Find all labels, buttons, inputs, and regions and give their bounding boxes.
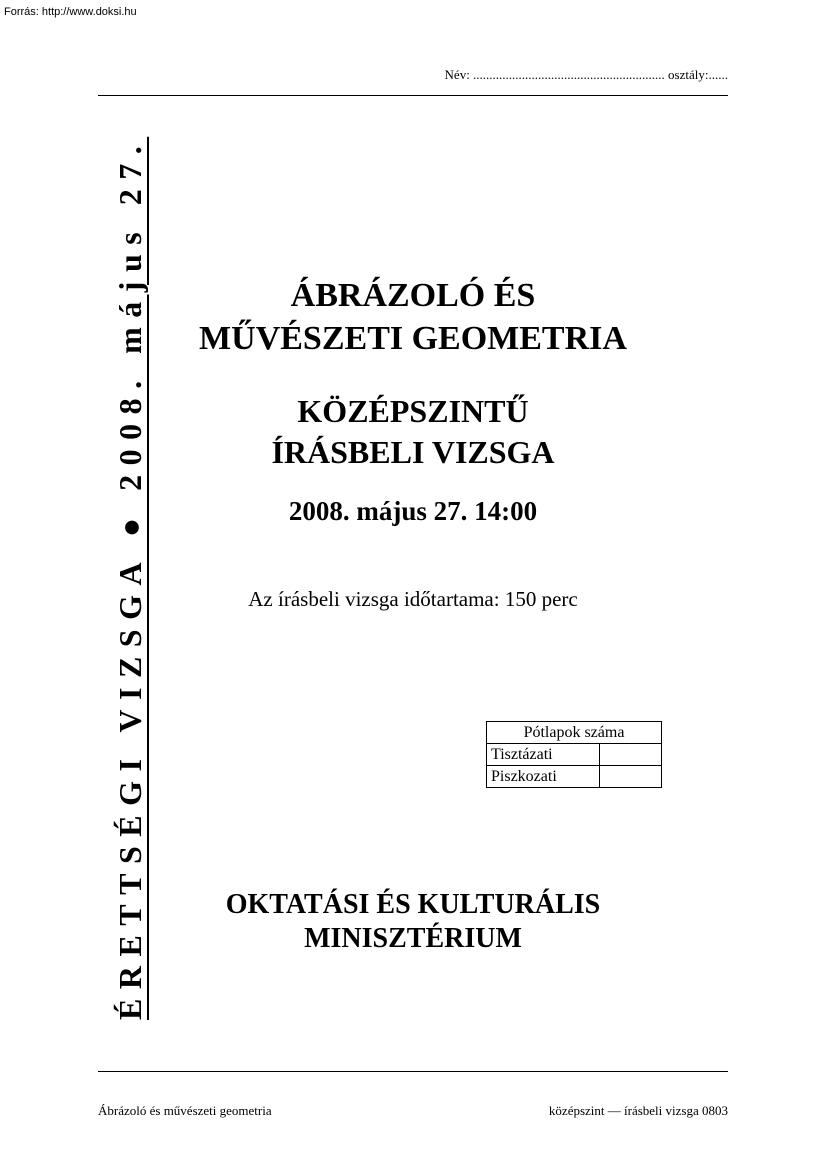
side-banner: [107, 136, 153, 1020]
ministry-line-2: MINISZTÉRIUM: [304, 923, 522, 954]
extra-sheets-header-row: [487, 722, 662, 744]
sheet-label-clean: Tisztázati: [487, 744, 600, 766]
sheet-count-clean[interactable]: [600, 744, 662, 766]
title-line-1: ÁBRÁZOLÓ ÉS: [290, 277, 536, 314]
top-rule: [98, 95, 728, 96]
page-title: [165, 274, 661, 360]
bottom-rule: [98, 1071, 728, 1072]
sheet-label-draft: Piszkozati: [487, 766, 600, 788]
side-banner-text: ÉRETTSÉGI VIZSGA ● 2008. május 27.: [112, 136, 148, 1020]
name-class-line: Név: ........................................................... osztály:......: [444, 67, 728, 82]
footer-subject: Ábrázoló és művészeti geometria: [98, 1103, 272, 1118]
sheet-count-draft[interactable]: [600, 766, 662, 788]
ministry-line-1: OKTATÁSI ÉS KULTURÁLIS: [225, 889, 601, 920]
source-note: Forrás: http://www.doksi.hu: [4, 6, 137, 18]
subtitle-line-1: KÖZÉPSZINTŰ: [297, 393, 529, 429]
extra-sheets-table: [486, 721, 662, 788]
table-row: [487, 744, 662, 766]
subtitle-line-2: ÍRÁSBELI VIZSGA: [271, 434, 555, 470]
footer-exam-code: középszint — írásbeli vizsga 0803: [548, 1103, 728, 1118]
extra-sheets-header: Pótlapok száma: [487, 722, 662, 744]
exam-datetime: 2008. május 27. 14:00: [288, 496, 538, 526]
exam-duration: Az írásbeli vizsga időtartama: 150 perc: [248, 587, 578, 611]
ministry-name: [165, 888, 661, 956]
title-line-2: MŰVÉSZETI GEOMETRIA: [199, 320, 627, 357]
table-row: [487, 766, 662, 788]
exam-level: [165, 391, 661, 473]
